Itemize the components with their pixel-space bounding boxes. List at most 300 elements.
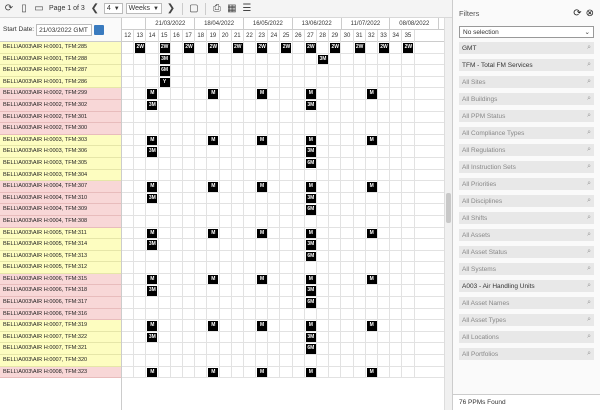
grid-cell[interactable] xyxy=(220,112,232,124)
grid-cell[interactable] xyxy=(390,285,402,297)
grid-cell[interactable] xyxy=(402,309,414,321)
asset-row[interactable]: BELL\A003\AIR H:0004, TFM:310 xyxy=(0,193,121,205)
grid-cell[interactable] xyxy=(293,216,305,228)
grid-cell[interactable] xyxy=(220,343,232,355)
grid-cell[interactable] xyxy=(341,309,353,321)
grid-cell[interactable] xyxy=(256,251,268,263)
grid-cell[interactable] xyxy=(341,42,353,54)
grid-cell[interactable] xyxy=(268,77,280,89)
asset-row[interactable]: BELL\A003\AIR H:0003, TFM:306 xyxy=(0,146,121,158)
grid-cell[interactable] xyxy=(220,320,232,332)
grid-cell[interactable] xyxy=(146,158,158,170)
ppm-task-marker[interactable]: M xyxy=(208,89,218,99)
grid-cell[interactable] xyxy=(268,309,280,321)
grid-cell[interactable] xyxy=(329,297,341,309)
grid-cell[interactable] xyxy=(268,228,280,240)
asset-row[interactable]: BELL\A003\AIR H:0004, TFM:307 xyxy=(0,181,121,193)
grid-cell[interactable] xyxy=(390,297,402,309)
grid-cell[interactable] xyxy=(122,158,134,170)
grid-cell[interactable] xyxy=(329,228,341,240)
ppm-task-marker[interactable]: 2W xyxy=(160,43,170,53)
grid-cell[interactable] xyxy=(195,77,207,89)
grid-cell[interactable] xyxy=(354,204,366,216)
grid-cell[interactable] xyxy=(317,367,329,379)
grid-cell[interactable] xyxy=(195,262,207,274)
ppm-task-marker[interactable]: 3M xyxy=(147,286,157,296)
grid-cell[interactable] xyxy=(232,297,244,309)
grid-cell[interactable] xyxy=(122,228,134,240)
grid-cell[interactable] xyxy=(341,204,353,216)
grid-cell[interactable] xyxy=(159,216,171,228)
grid-cell[interactable] xyxy=(220,297,232,309)
grid-cell[interactable] xyxy=(305,77,317,89)
grid-cell[interactable] xyxy=(256,100,268,112)
calendar-icon[interactable] xyxy=(94,25,104,35)
grid-cell[interactable] xyxy=(305,309,317,321)
grid-cell[interactable] xyxy=(329,274,341,286)
grid-cell[interactable] xyxy=(378,251,390,263)
grid-cell[interactable] xyxy=(159,309,171,321)
grid-cell[interactable] xyxy=(305,216,317,228)
grid-cell[interactable] xyxy=(317,332,329,344)
grid-cell[interactable] xyxy=(207,193,219,205)
grid-cell[interactable] xyxy=(268,239,280,251)
grid-cell[interactable] xyxy=(146,309,158,321)
grid-cell[interactable] xyxy=(354,262,366,274)
grid-cell[interactable] xyxy=(329,146,341,158)
document-icon[interactable]: ▭ xyxy=(34,3,44,14)
filter-field[interactable] xyxy=(459,297,594,309)
grid-cell[interactable] xyxy=(171,367,183,379)
grid-cell[interactable] xyxy=(183,170,195,182)
grid-cell[interactable] xyxy=(134,42,146,54)
grid-cell[interactable] xyxy=(293,285,305,297)
grid-cell[interactable] xyxy=(244,228,256,240)
grid-cell[interactable] xyxy=(122,216,134,228)
grid-cell[interactable] xyxy=(256,170,268,182)
grid-cell[interactable] xyxy=(244,262,256,274)
grid-cell[interactable] xyxy=(232,332,244,344)
grid-cell[interactable] xyxy=(232,216,244,228)
grid-cell[interactable] xyxy=(232,343,244,355)
grid-cell[interactable] xyxy=(280,170,292,182)
grid-cell[interactable] xyxy=(134,367,146,379)
grid-cell[interactable] xyxy=(146,193,158,205)
grid-cell[interactable] xyxy=(183,285,195,297)
grid-cell[interactable] xyxy=(354,146,366,158)
grid-cell[interactable] xyxy=(317,309,329,321)
ppm-task-marker[interactable]: M xyxy=(147,321,157,331)
grid-cell[interactable] xyxy=(122,332,134,344)
grid-cell[interactable] xyxy=(183,251,195,263)
grid-cell[interactable] xyxy=(183,367,195,379)
ppm-task-marker[interactable]: M xyxy=(147,275,157,285)
grid-cell[interactable] xyxy=(280,123,292,135)
grid-cell[interactable] xyxy=(341,274,353,286)
asset-row[interactable]: BELL\A003\AIR H:0005, TFM:311 xyxy=(0,228,121,240)
grid-cell[interactable] xyxy=(293,332,305,344)
ppm-task-marker[interactable]: M xyxy=(147,229,157,239)
grid-cell[interactable] xyxy=(183,216,195,228)
grid-cell[interactable] xyxy=(207,251,219,263)
grid-cell[interactable] xyxy=(341,170,353,182)
grid-cell[interactable] xyxy=(134,228,146,240)
grid-cell[interactable] xyxy=(220,42,232,54)
grid-cell[interactable] xyxy=(220,309,232,321)
grid-cell[interactable] xyxy=(402,355,414,367)
grid-cell[interactable] xyxy=(232,228,244,240)
grid-cell[interactable] xyxy=(146,146,158,158)
grid-cell[interactable] xyxy=(134,355,146,367)
grid-cell[interactable] xyxy=(171,262,183,274)
grid-cell[interactable] xyxy=(305,170,317,182)
grid-cell[interactable] xyxy=(183,112,195,124)
grid-cell[interactable] xyxy=(305,146,317,158)
asset-row[interactable]: BELL\A003\AIR H:0001, TFM:288 xyxy=(0,54,121,66)
grid-cell[interactable] xyxy=(378,123,390,135)
grid-cell[interactable] xyxy=(207,367,219,379)
grid-cell[interactable] xyxy=(354,77,366,89)
grid-cell[interactable] xyxy=(195,239,207,251)
grid-cell[interactable] xyxy=(232,77,244,89)
grid-cell[interactable] xyxy=(390,355,402,367)
asset-row[interactable]: BELL\A003\AIR H:0001, TFM:287 xyxy=(0,65,121,77)
grid-cell[interactable] xyxy=(195,54,207,66)
grid-cell[interactable] xyxy=(171,77,183,89)
grid-cell[interactable] xyxy=(280,297,292,309)
grid-cell[interactable] xyxy=(195,228,207,240)
grid-cell[interactable] xyxy=(207,204,219,216)
ppm-task-marker[interactable]: M xyxy=(367,136,377,146)
grid-cell[interactable] xyxy=(354,65,366,77)
asset-row[interactable]: BELL\A003\AIR H:0001, TFM:285 xyxy=(0,42,121,54)
asset-row[interactable]: BELL\A003\AIR H:0007, TFM:319 xyxy=(0,320,121,332)
grid-cell[interactable] xyxy=(134,239,146,251)
next-period-icon[interactable]: ❯ xyxy=(166,3,176,14)
grid-cell[interactable] xyxy=(146,123,158,135)
grid-cell[interactable] xyxy=(329,309,341,321)
grid-cell[interactable] xyxy=(366,343,378,355)
grid-cell[interactable] xyxy=(317,123,329,135)
ppm-task-marker[interactable]: 3M xyxy=(318,55,328,65)
grid-cell[interactable] xyxy=(159,65,171,77)
grid-cell[interactable] xyxy=(366,297,378,309)
grid-cell[interactable] xyxy=(207,239,219,251)
grid-cell[interactable] xyxy=(232,367,244,379)
grid-cell[interactable] xyxy=(232,193,244,205)
grid-cell[interactable] xyxy=(146,170,158,182)
search-icon[interactable]: ⌕ xyxy=(587,316,591,323)
grid-cell[interactable] xyxy=(207,355,219,367)
grid-cell[interactable] xyxy=(378,181,390,193)
grid-cell[interactable] xyxy=(122,54,134,66)
grid-cell[interactable] xyxy=(244,251,256,263)
grid-cell[interactable] xyxy=(354,285,366,297)
grid-cell[interactable] xyxy=(244,297,256,309)
grid-cell[interactable] xyxy=(146,135,158,147)
grid-cell[interactable] xyxy=(341,112,353,124)
grid-cell[interactable] xyxy=(354,54,366,66)
grid-cell[interactable] xyxy=(183,54,195,66)
grid-cell[interactable] xyxy=(146,65,158,77)
grid-cell[interactable] xyxy=(232,146,244,158)
grid-cell[interactable] xyxy=(378,297,390,309)
grid-cell[interactable] xyxy=(305,193,317,205)
grid-cell[interactable] xyxy=(256,285,268,297)
ppm-task-marker[interactable]: M xyxy=(367,229,377,239)
grid-cell[interactable] xyxy=(378,216,390,228)
grid-cell[interactable] xyxy=(402,146,414,158)
grid-cell[interactable] xyxy=(171,181,183,193)
refresh-icon[interactable]: ⟳ xyxy=(4,3,14,14)
grid-cell[interactable] xyxy=(256,181,268,193)
refresh-icon[interactable]: ⟳ xyxy=(573,7,582,19)
asset-row[interactable]: BELL\A003\AIR H:0002, TFM:299 xyxy=(0,88,121,100)
grid-cell[interactable] xyxy=(195,367,207,379)
grid-cell[interactable] xyxy=(122,274,134,286)
grid-cell[interactable] xyxy=(183,274,195,286)
grid-cell[interactable] xyxy=(244,274,256,286)
grid-cell[interactable] xyxy=(366,146,378,158)
grid-cell[interactable] xyxy=(122,42,134,54)
ppm-task-marker[interactable]: M xyxy=(147,368,157,378)
grid-cell[interactable] xyxy=(280,239,292,251)
search-icon[interactable]: ⌕ xyxy=(587,180,591,187)
grid-cell[interactable] xyxy=(195,193,207,205)
grid-cell[interactable] xyxy=(183,309,195,321)
grid-cell[interactable] xyxy=(122,193,134,205)
grid-cell[interactable] xyxy=(171,216,183,228)
grid-cell[interactable] xyxy=(183,77,195,89)
grid-cell[interactable] xyxy=(159,367,171,379)
grid-cell[interactable] xyxy=(171,42,183,54)
ppm-task-marker[interactable]: 6M xyxy=(306,344,316,354)
grid-cell[interactable] xyxy=(146,228,158,240)
asset-row[interactable]: BELL\A003\AIR H:0007, TFM:320 xyxy=(0,355,121,367)
grid-cell[interactable] xyxy=(134,123,146,135)
grid-cell[interactable] xyxy=(280,332,292,344)
grid-cell[interactable] xyxy=(244,170,256,182)
grid-cell[interactable] xyxy=(171,158,183,170)
grid-cell[interactable] xyxy=(171,88,183,100)
grid-cell[interactable] xyxy=(244,193,256,205)
grid-cell[interactable] xyxy=(268,251,280,263)
grid-cell[interactable] xyxy=(366,274,378,286)
grid-cell[interactable] xyxy=(268,204,280,216)
grid-cell[interactable] xyxy=(378,343,390,355)
grid-cell[interactable] xyxy=(354,228,366,240)
grid-cell[interactable] xyxy=(122,204,134,216)
asset-row[interactable]: BELL\A003\AIR H:0005, TFM:314 xyxy=(0,239,121,251)
grid-cell[interactable] xyxy=(280,65,292,77)
grid-cell[interactable] xyxy=(366,100,378,112)
grid-cell[interactable] xyxy=(159,123,171,135)
grid-cell[interactable] xyxy=(293,320,305,332)
grid-cell[interactable] xyxy=(220,170,232,182)
grid-cell[interactable] xyxy=(256,239,268,251)
search-icon[interactable]: ⌕ xyxy=(587,146,591,153)
grid-cell[interactable] xyxy=(341,216,353,228)
ppm-task-marker[interactable]: M xyxy=(367,368,377,378)
grid-cell[interactable] xyxy=(244,343,256,355)
grid-cell[interactable] xyxy=(317,170,329,182)
grid-cell[interactable] xyxy=(171,100,183,112)
grid-cell[interactable] xyxy=(390,193,402,205)
grid-cell[interactable] xyxy=(122,297,134,309)
grid-cell[interactable] xyxy=(366,285,378,297)
grid-cell[interactable] xyxy=(220,54,232,66)
grid-cell[interactable] xyxy=(366,88,378,100)
grid-cell[interactable] xyxy=(134,112,146,124)
grid-cell[interactable] xyxy=(171,135,183,147)
grid-cell[interactable] xyxy=(220,285,232,297)
grid-cell[interactable] xyxy=(390,332,402,344)
grid-cell[interactable] xyxy=(159,146,171,158)
filter-field[interactable] xyxy=(459,42,594,54)
ppm-task-marker[interactable]: M xyxy=(257,368,267,378)
grid-cell[interactable] xyxy=(122,309,134,321)
grid-cell[interactable] xyxy=(220,123,232,135)
ppm-task-marker[interactable]: M xyxy=(306,275,316,285)
grid-cell[interactable] xyxy=(244,367,256,379)
grid-cell[interactable] xyxy=(293,123,305,135)
grid-cell[interactable] xyxy=(122,170,134,182)
grid-cell[interactable] xyxy=(402,251,414,263)
grid-cell[interactable] xyxy=(195,285,207,297)
grid-cell[interactable] xyxy=(329,135,341,147)
grid-cell[interactable] xyxy=(317,88,329,100)
grid-cell[interactable] xyxy=(232,239,244,251)
grid-cell[interactable] xyxy=(390,239,402,251)
grid-cell[interactable] xyxy=(159,193,171,205)
grid-cell[interactable] xyxy=(171,309,183,321)
grid-cell[interactable] xyxy=(305,285,317,297)
ppm-task-marker[interactable]: 3M xyxy=(160,55,170,65)
grid-cell[interactable] xyxy=(354,42,366,54)
grid-cell[interactable] xyxy=(366,42,378,54)
scrollbar-thumb[interactable] xyxy=(446,193,451,223)
grid-cell[interactable] xyxy=(171,170,183,182)
grid-cell[interactable] xyxy=(317,216,329,228)
vertical-scrollbar[interactable] xyxy=(444,18,452,410)
grid-cell[interactable] xyxy=(146,343,158,355)
grid-cell[interactable] xyxy=(195,170,207,182)
grid-cell[interactable] xyxy=(329,355,341,367)
grid-cell[interactable] xyxy=(134,170,146,182)
ppm-task-marker[interactable]: M xyxy=(208,229,218,239)
interval-unit-select[interactable] xyxy=(126,3,162,14)
prev-period-icon[interactable]: ❮ xyxy=(90,3,99,14)
asset-row[interactable]: BELL\A003\AIR H:0006, TFM:318 xyxy=(0,285,121,297)
grid-cell[interactable] xyxy=(366,170,378,182)
grid-cell[interactable] xyxy=(293,309,305,321)
grid-cell[interactable] xyxy=(183,100,195,112)
grid-cell[interactable] xyxy=(244,123,256,135)
grid-cell[interactable] xyxy=(402,42,414,54)
grid-cell[interactable] xyxy=(220,332,232,344)
grid-cell[interactable] xyxy=(329,332,341,344)
grid-cell[interactable] xyxy=(305,204,317,216)
grid-cell[interactable] xyxy=(268,146,280,158)
grid-cell[interactable] xyxy=(171,228,183,240)
ppm-task-marker[interactable]: M xyxy=(147,89,157,99)
grid-cell[interactable] xyxy=(329,251,341,263)
filter-field[interactable] xyxy=(459,76,594,88)
grid-cell[interactable] xyxy=(195,216,207,228)
ppm-task-marker[interactable]: 3M xyxy=(147,101,157,111)
ppm-task-marker[interactable]: 2W xyxy=(233,43,243,53)
grid-cell[interactable] xyxy=(256,65,268,77)
grid-cell[interactable] xyxy=(207,135,219,147)
grid-cell[interactable] xyxy=(390,309,402,321)
grid-cell[interactable] xyxy=(171,285,183,297)
grid-cell[interactable] xyxy=(207,228,219,240)
grid-cell[interactable] xyxy=(146,42,158,54)
grid-cell[interactable] xyxy=(268,355,280,367)
grid-cell[interactable] xyxy=(293,355,305,367)
grid-cell[interactable] xyxy=(366,239,378,251)
grid-cell[interactable] xyxy=(146,112,158,124)
grid-cell[interactable] xyxy=(146,88,158,100)
grid-cell[interactable] xyxy=(293,343,305,355)
grid-cell[interactable] xyxy=(378,193,390,205)
search-icon[interactable]: ⌕ xyxy=(587,163,591,170)
grid-cell[interactable] xyxy=(366,332,378,344)
grid-cell[interactable] xyxy=(280,228,292,240)
grid-cell[interactable] xyxy=(232,181,244,193)
search-icon[interactable]: ⌕ xyxy=(587,333,591,340)
grid-cell[interactable] xyxy=(232,320,244,332)
ppm-task-marker[interactable]: M xyxy=(257,229,267,239)
grid-cell[interactable] xyxy=(402,274,414,286)
grid-cell[interactable] xyxy=(366,251,378,263)
grid-cell[interactable] xyxy=(134,54,146,66)
grid-cell[interactable] xyxy=(390,123,402,135)
grid-cell[interactable] xyxy=(146,216,158,228)
grid-cell[interactable] xyxy=(183,42,195,54)
grid-cell[interactable] xyxy=(207,216,219,228)
grid-cell[interactable] xyxy=(329,367,341,379)
grid-cell[interactable] xyxy=(280,355,292,367)
filter-field[interactable] xyxy=(459,212,594,224)
grid-cell[interactable] xyxy=(280,77,292,89)
grid-cell[interactable] xyxy=(329,170,341,182)
grid-cell[interactable] xyxy=(134,297,146,309)
filter-field[interactable] xyxy=(459,348,594,360)
grid-cell[interactable] xyxy=(402,77,414,89)
grid-cell[interactable] xyxy=(317,193,329,205)
grid-cell[interactable] xyxy=(244,216,256,228)
grid-cell[interactable] xyxy=(402,193,414,205)
grid-cell[interactable] xyxy=(341,332,353,344)
grid-cell[interactable] xyxy=(366,158,378,170)
grid-cell[interactable] xyxy=(183,181,195,193)
grid-cell[interactable] xyxy=(317,77,329,89)
grid-cell[interactable] xyxy=(305,343,317,355)
grid-cell[interactable] xyxy=(280,100,292,112)
grid-cell[interactable] xyxy=(329,239,341,251)
grid-cell[interactable] xyxy=(183,343,195,355)
grid-cell[interactable] xyxy=(171,239,183,251)
grid-cell[interactable] xyxy=(390,135,402,147)
ppm-task-marker[interactable]: 3M xyxy=(147,194,157,204)
grid-cell[interactable] xyxy=(280,112,292,124)
grid-cell[interactable] xyxy=(378,100,390,112)
grid-cell[interactable] xyxy=(293,65,305,77)
search-icon[interactable]: ⌕ xyxy=(587,44,591,51)
grid-cell[interactable] xyxy=(159,77,171,89)
grid-cell[interactable] xyxy=(305,228,317,240)
